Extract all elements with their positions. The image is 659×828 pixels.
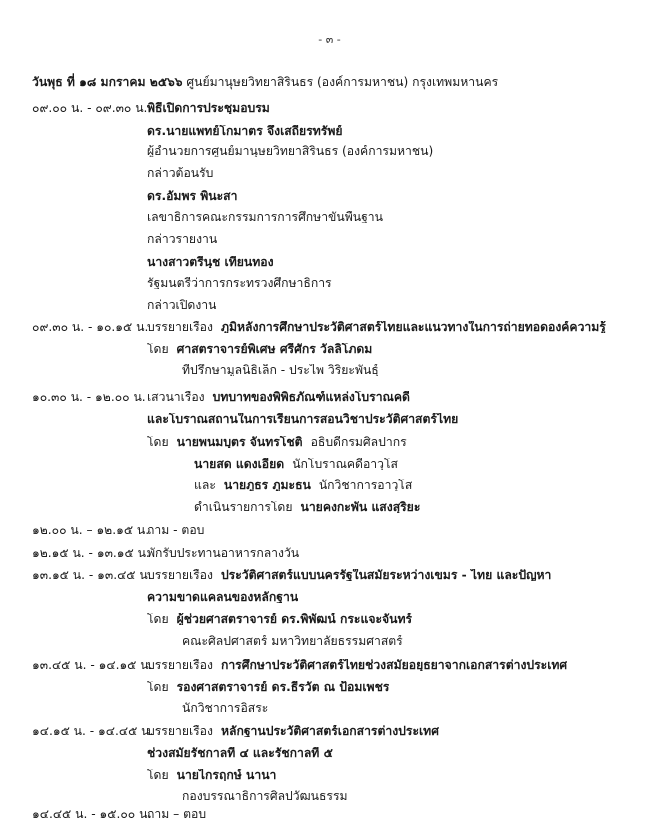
- schedule-row: [0, 547, 659, 567]
- session-text: ถาม – ตอบ: [147, 808, 207, 821]
- by-label: โดย: [147, 436, 169, 449]
- topic-continuation: [0, 413, 659, 433]
- by-label: โดย: [147, 769, 169, 782]
- role-row: [0, 233, 659, 253]
- speaker-affiliation: นักวิชาการอิสระ: [182, 702, 269, 715]
- speaker-name: นายสด แดงเอียด: [194, 458, 285, 471]
- session-time: ๑๒.๐๐ น. – ๑๒.๑๕ น.: [32, 523, 150, 537]
- position-row: [0, 145, 659, 165]
- schedule-row: [0, 391, 659, 411]
- speaker-role: กล่าวเปิดงาน: [147, 299, 217, 312]
- session-time: ๐๙.๓๐ น. - ๑๐.๑๕ น.: [32, 320, 149, 334]
- date-heading: วันพุธ ที่ ๑๘ มกราคม ๒๕๖๖: [32, 75, 183, 89]
- speaker-role: กล่าวรายงาน: [147, 233, 218, 246]
- session-time: ๑๔.๔๕ น. - ๑๕.๐๐ น.: [32, 807, 152, 821]
- schedule-row: [0, 102, 659, 122]
- speaker-name: นายพนมบุตร จันทรโชติ: [176, 436, 303, 449]
- speaker-affiliation: คณะศิลปศาสตร์ มหาวิทยาลัยธรรมศาสตร์: [182, 635, 403, 648]
- and-label: และ: [194, 479, 216, 492]
- topic-title-line2: ความขาดแคลนของหลักฐาน: [147, 591, 299, 604]
- session-text: พักรับประทานอาหารกลางวัน: [147, 547, 300, 560]
- speaker-row: [0, 436, 659, 456]
- page-number: - ๓ -: [318, 33, 341, 46]
- speaker-name: รองศาสตราจารย์ ดร.ธีรวัต ณ ป้อมเพชร: [176, 681, 390, 694]
- speaker-line: [194, 479, 412, 491]
- schedule-row: [0, 569, 659, 589]
- schedule-row: [0, 321, 659, 341]
- speaker-name: นายภูธร ภูมะธน: [223, 479, 311, 492]
- session-title: พิธีเปิดการประชุมอบรม: [147, 102, 270, 115]
- speaker-row: [0, 458, 659, 478]
- speaker-name: ดร.อัมพร พินะสา: [147, 190, 238, 203]
- position-row: [0, 277, 659, 297]
- schedule-row: [0, 725, 659, 745]
- topic-title: ประวัติศาสตร์แบบนครรัฐในสมัยระหว่างเขมร - ไทย และปัญหา: [220, 569, 552, 582]
- speaker-role: กล่าวต้อนรับ: [147, 167, 214, 180]
- topic-prefix: บรรยายเรื่อง: [147, 725, 213, 738]
- role-row: [0, 299, 659, 319]
- moderator-row: [0, 501, 659, 521]
- topic-prefix: บรรยายเรื่อง: [147, 569, 213, 582]
- speaker-affiliation: กองบรรณาธิการศิลปวัฒนธรรม: [182, 790, 348, 803]
- topic-continuation: [0, 747, 659, 767]
- session-topic: [147, 391, 410, 403]
- speaker-line: [147, 436, 407, 448]
- session-time: ๑๐.๓๐ น. - ๑๒.๐๐ น.: [32, 390, 146, 404]
- schedule-row: [0, 808, 659, 828]
- topic-title: การศึกษาประวัติศาสตร์ไทยช่วงสมัยอยุธยาจากเอกสารต่างประเทศ: [220, 659, 568, 672]
- topic-title-line2: ช่วงสมัยรัชกาลที่ ๔ และรัชกาลที่ ๕: [147, 747, 333, 760]
- speaker-name: ดร.นายแพทย์โกมาตร จึงเสถียรทรัพย์: [147, 125, 343, 138]
- topic-prefix: เสวนาเรื่อง: [147, 391, 205, 404]
- speaker-affiliation: ที่ปรึกษามูลนิธิเล็ก - ประไพ วิริยะพันธุ์: [182, 364, 379, 377]
- date-venue-header: [32, 76, 652, 88]
- moderator-name: นายคงกะพัน แสงสุริยะ: [300, 501, 421, 514]
- session-time: ๑๒.๑๕ น. - ๑๓.๑๕ น.: [32, 546, 150, 560]
- speaker-name: ผู้ช่วยศาสตราจารย์ ดร.พิพัฒน์ กระแจะจันทร์: [176, 613, 413, 626]
- speaker-position: อธิบดีกรมศิลปากร: [310, 436, 407, 449]
- note-row: [0, 635, 659, 655]
- topic-title: หลักฐานประวัติศาสตร์เอกสารต่างประเทศ: [220, 725, 439, 738]
- speaker-row: [0, 125, 659, 145]
- speaker-row: [0, 190, 659, 210]
- speaker-position: ผู้อำนวยการศูนย์มานุษยวิทยาสิรินธร (องค์การมหาชน): [147, 145, 434, 158]
- speaker-line: [147, 343, 372, 355]
- speaker-line: [147, 613, 412, 625]
- schedule-row: [0, 524, 659, 544]
- topic-title: ภูมิหลังการศึกษาประวัติศาสตร์ไทยและแนวทางในการถ่ายทอดองค์ความรู้: [220, 321, 606, 334]
- moderator-label: ดำเนินรายการโดย: [194, 501, 293, 514]
- session-time: ๐๙.๐๐ น. - ๐๙.๓๐ น.: [32, 101, 148, 115]
- topic-prefix: บรรยายเรื่อง: [147, 659, 213, 672]
- speaker-row: [0, 613, 659, 633]
- speaker-name: ศาสตราจารย์พิเศษ ศรีศักร วัลลิโภดม: [176, 343, 373, 356]
- speaker-position: เลขาธิการคณะกรรมการการศึกษาขั้นพื้นฐาน: [147, 211, 383, 224]
- session-topic: [147, 569, 551, 581]
- note-row: [0, 702, 659, 722]
- speaker-row: [0, 343, 659, 363]
- speaker-row: [0, 769, 659, 789]
- venue: ศูนย์มานุษยวิทยาสิรินธร (องค์การมหาชน) กรุงเทพมหานคร: [186, 75, 499, 89]
- by-label: โดย: [147, 613, 169, 626]
- by-label: โดย: [147, 681, 169, 694]
- schedule-row: [0, 659, 659, 679]
- speaker-row: [0, 479, 659, 499]
- speaker-row: [0, 681, 659, 701]
- speaker-line: [147, 769, 276, 781]
- session-time: ๑๓.๔๕ น. - ๑๔.๑๕ น.: [32, 658, 153, 672]
- topic-continuation: [0, 591, 659, 611]
- speaker-line: [194, 458, 398, 470]
- moderator-line: [194, 501, 420, 513]
- session-text: ถาม - ตอบ: [147, 524, 205, 537]
- by-label: โดย: [147, 343, 169, 356]
- note-row: [0, 364, 659, 384]
- speaker-row: [0, 256, 659, 276]
- speaker-position: รัฐมนตรีว่าการกระทรวงศึกษาธิการ: [147, 277, 332, 290]
- speaker-position: นักวิชาการอาวุโส: [318, 479, 413, 492]
- speaker-line: [147, 681, 389, 693]
- session-time: ๑๔.๑๕ น. - ๑๔.๔๕ น.: [32, 724, 154, 738]
- session-time: ๑๓.๑๕ น. - ๑๓.๔๕ น.: [32, 568, 152, 582]
- session-topic: [147, 725, 439, 737]
- session-topic: [147, 659, 567, 671]
- position-row: [0, 211, 659, 231]
- role-row: [0, 167, 659, 187]
- speaker-position: นักโบราณคดีอาวุโส: [292, 458, 398, 471]
- topic-title-line2: และโบราณสถานในการเรียนการสอนวิชาประวัติศาสตร์ไทย: [147, 413, 459, 426]
- speaker-name: นางสาวตรีนุช เทียนทอง: [147, 256, 274, 269]
- topic-prefix: บรรยายเรื่อง: [147, 321, 213, 334]
- session-topic: [147, 321, 606, 333]
- speaker-name: นายไกรฤกษ์ นานา: [176, 769, 277, 782]
- topic-title: บทบาทของพิพิธภัณฑ์แหล่งโบราณคดี: [212, 391, 410, 404]
